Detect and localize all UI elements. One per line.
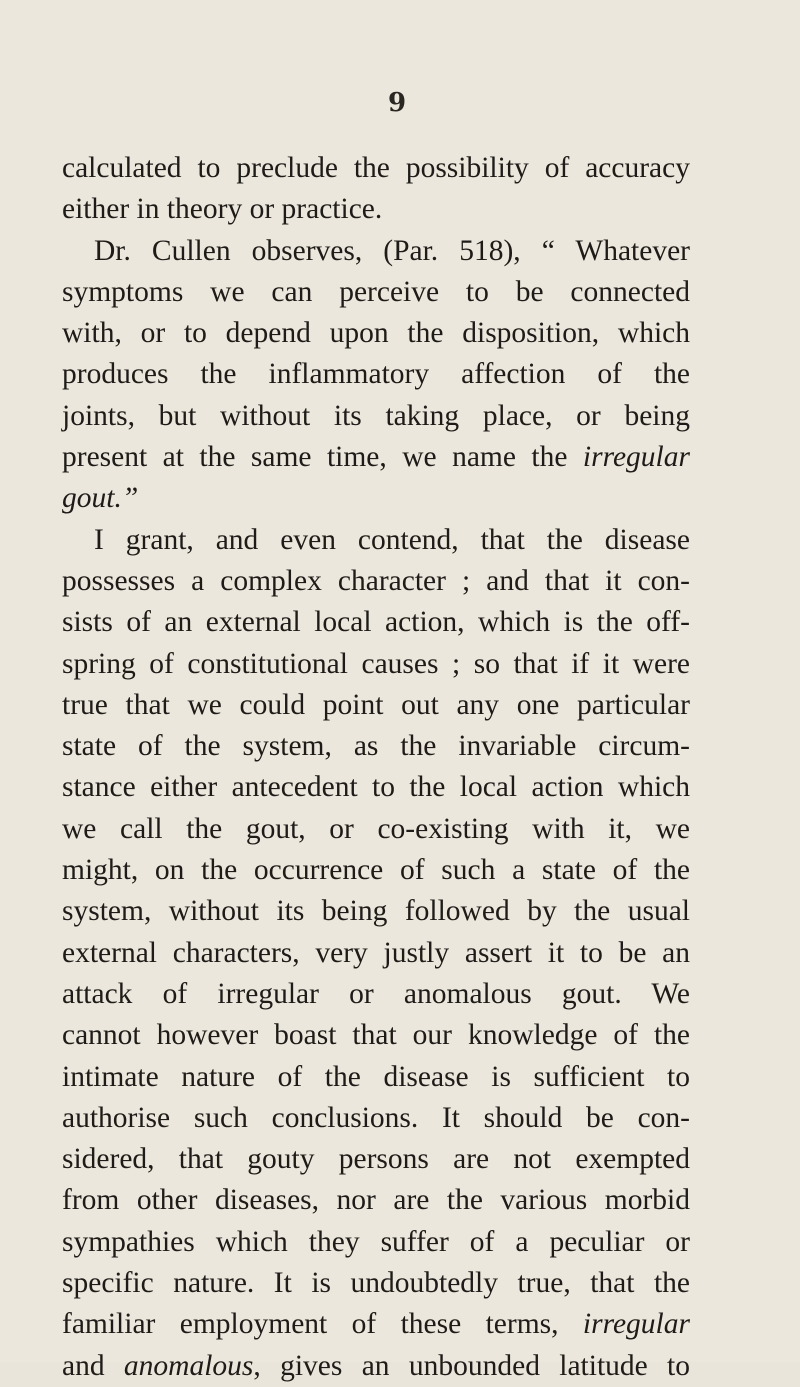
text-line: true that we could point out any one particular bbox=[62, 688, 690, 721]
text-line: Dr. Cullen observes, (Par. 518), “ Whatever bbox=[94, 234, 690, 267]
text-line: produces the inflammatory affection of the bbox=[62, 358, 690, 391]
text-line: state of the system, as the invariable circum- bbox=[62, 730, 690, 763]
text-line: spring of constitutional causes ; so that if it were bbox=[62, 647, 690, 680]
text-line: intimate nature of the disease is sufficient to bbox=[62, 1060, 690, 1093]
text-line: with, or to depend upon the disposition, which bbox=[62, 317, 690, 350]
text-line: stance either antecedent to the local action which bbox=[62, 771, 690, 804]
text-line: either in theory or practice. bbox=[62, 193, 383, 226]
text-line: attack of irregular or anomalous gout. We bbox=[62, 977, 690, 1010]
text-line: might, on the occurrence of such a state of the bbox=[62, 854, 690, 887]
text-line: present at the same time, we name the irregular bbox=[62, 441, 690, 474]
text-line: system, without its being followed by the usual bbox=[62, 895, 690, 928]
text-line: calculated to preclude the possibility of accuracy bbox=[62, 152, 690, 184]
text-line: joints, but without its taking place, or being bbox=[62, 399, 690, 432]
page-number: 9 bbox=[388, 88, 407, 118]
text-line: specific nature. It is undoubtedly true, that the bbox=[62, 1267, 690, 1300]
text-line: gout.” bbox=[62, 482, 139, 515]
text-line: from other diseases, nor are the various morbid bbox=[62, 1184, 690, 1217]
text-line: cannot however boast that our knowledge of the bbox=[62, 1019, 690, 1052]
text-line: symptoms we can perceive to be connected bbox=[62, 275, 690, 308]
text-line: we call the gout, or co-existing with it, we bbox=[62, 812, 690, 845]
text-line: external characters, very justly assert it to be an bbox=[62, 936, 690, 969]
text-line: sidered, that gouty persons are not exempted bbox=[62, 1143, 690, 1176]
text-line: sists of an external local action, which is the off- bbox=[62, 606, 690, 639]
text-line: I grant, and even contend, that the disease bbox=[94, 523, 690, 556]
text-line: and anomalous, gives an unbounded latitude to bbox=[62, 1349, 691, 1382]
body-text bbox=[0, 148, 800, 1387]
text-line: possesses a complex character ; and that it con- bbox=[62, 564, 690, 597]
text-line: authorise such conclusions. It should be con- bbox=[62, 1101, 690, 1134]
text-line: sympathies which they suffer of a peculiar or bbox=[62, 1225, 690, 1258]
text-line: familiar employment of these terms, irregular bbox=[62, 1308, 690, 1341]
